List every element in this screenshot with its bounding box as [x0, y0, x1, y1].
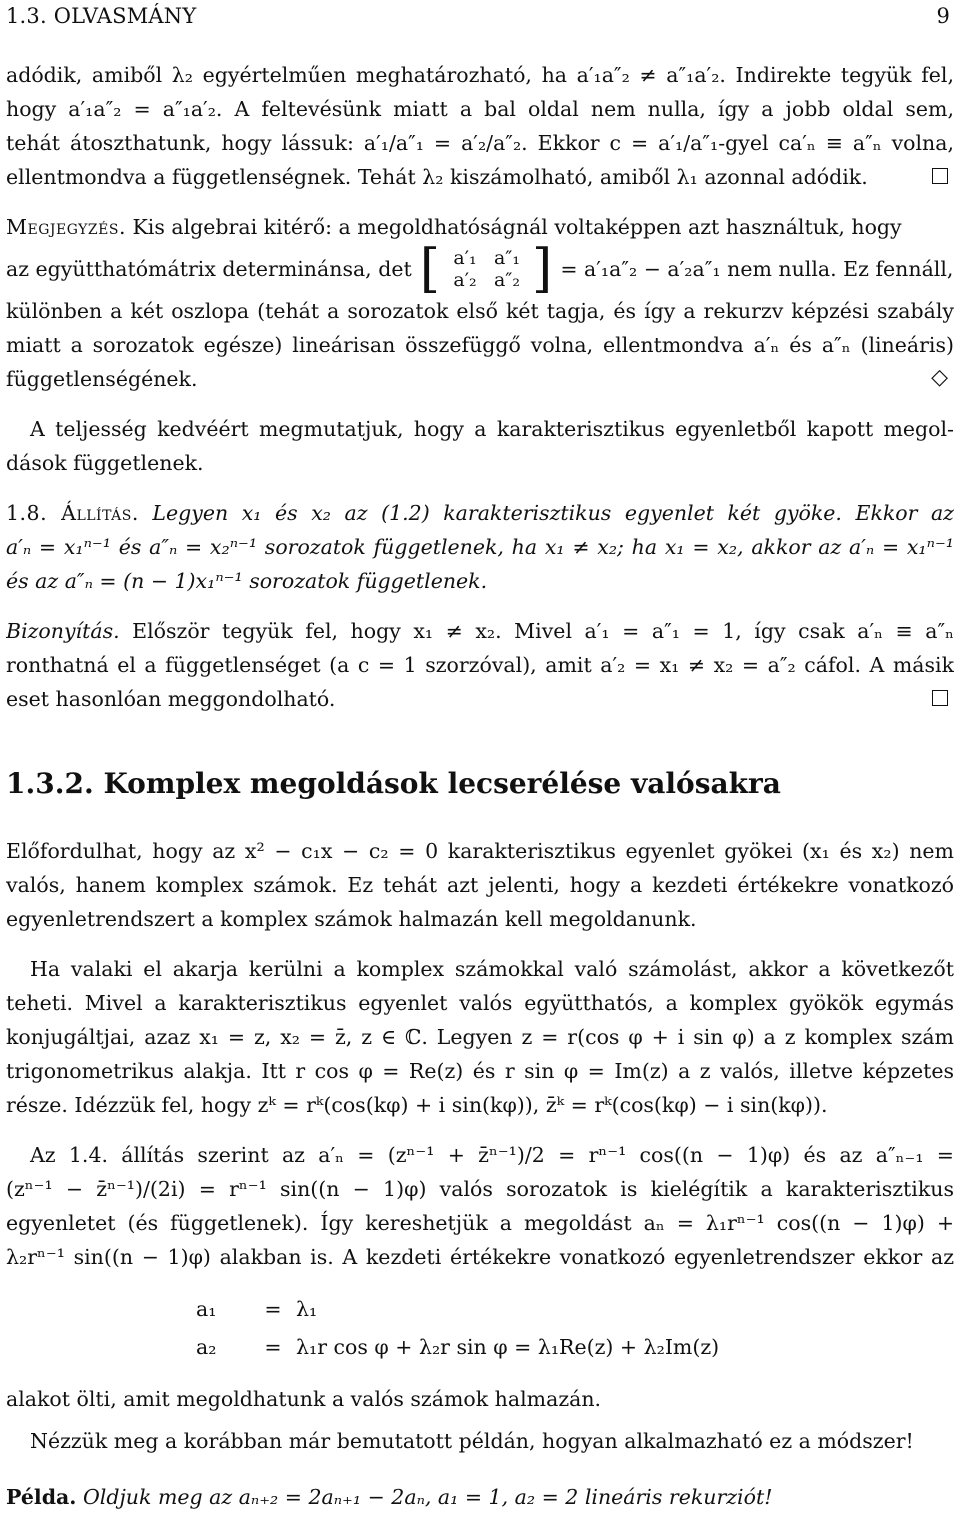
- left-bracket-icon: [: [419, 239, 441, 299]
- text-line: hogy a′₁a″₂ = a″₁a′₂. A feltevésünk miatt a bal oldal nem nulla, így a jobb oldal sem,: [6, 97, 954, 121]
- equation-row: a₁ = λ₁: [196, 1297, 318, 1321]
- text-line: része. Idézzük fel, hogy zᵏ = rᵏ(cos(kφ) + i sin(kφ)), z̄ᵏ = rᵏ(cos(kφ) − i sin(kφ)).: [6, 1093, 828, 1117]
- right-bracket-icon: ]: [532, 239, 553, 299]
- text-line: valós, hanem komplex számok. Ez tehát azt jelenti, hogy a kezdeti értékekre vonatkozó: [6, 873, 954, 897]
- text-line: Nézzük meg a korábban már bemutatott példán, hogyan alkalmazható ez a módszer!: [30, 1429, 914, 1453]
- paragraph-completeness: [6, 412, 954, 480]
- matrix-cell: a′₁: [453, 247, 477, 269]
- text-line: dások függetlenek.: [6, 451, 204, 475]
- section-title: 1.3.2. Komplex megoldások lecserélése valósakra: [6, 767, 781, 800]
- text-line: eset hasonlóan meggondolható.: [6, 682, 954, 716]
- paragraph-independence-argument: [6, 58, 954, 194]
- text-line: függetlenségének. ◇: [6, 362, 954, 396]
- paragraph-avoid-complex: [6, 952, 954, 1122]
- matrix-cell: a″₂: [493, 269, 521, 291]
- text-line: (zⁿ⁻¹ − z̄ⁿ⁻¹)/(2i) = rⁿ⁻¹ sin((n − 1)φ) valós sorozatok is kielégítik a karakterisztikus: [6, 1177, 954, 1201]
- remark-label: Megjegyzés.: [6, 215, 126, 239]
- text-line: λ₂rⁿ⁻¹ sin((n − 1)φ) alakban is. A kezdeti értékekre vonatkozó egyenletrendszer ekkor az: [6, 1245, 954, 1269]
- text-line: ellentmondva a függetlenségnek. Tehát λ₂ kiszámolható, amiből λ₁ azonnal adódik.: [6, 160, 954, 194]
- text-line: teheti. Mivel a karakterisztikus egyenlet valós együtthatós, a komplex gyökök egymás: [6, 991, 954, 1015]
- diamond-end-icon: ◇: [931, 365, 948, 390]
- page-body: [6, 58, 954, 1514]
- qed-box-icon: [932, 690, 948, 706]
- matrix-cell: a′₂: [453, 269, 477, 291]
- page-number: 9: [936, 4, 950, 28]
- text-line: konjugáltjai, azaz x₁ = z, x₂ = z̄, z ∈ ℂ. Legyen z = r(cos φ + i sin φ) a z komplex szám: [6, 1025, 954, 1049]
- claim-label: 1.8. Állítás.: [6, 501, 139, 525]
- qed-box-icon: [932, 168, 948, 184]
- text-line: alakot ölti, amit megoldhatunk a valós számok halmazán.: [6, 1387, 602, 1411]
- text-line: Megjegyzés. Kis algebrai kitérő: a megoldhatóságnál voltaképpen azt használtuk, hogy: [6, 215, 902, 239]
- text-line: egyenletrendszert a komplex számok halmazán kell megoldanunk.: [6, 907, 697, 931]
- paragraph-complex-roots: [6, 834, 954, 936]
- text-line: a′ₙ = x₁ⁿ⁻¹ és a″ₙ = x₂ⁿ⁻¹ sorozatok függetlenek, ha x₁ ≠ x₂; ha x₁ = x₂, akkor az a′ₙ = x₁ⁿ⁻¹: [6, 535, 954, 559]
- text-line: különben a két oszlopa (tehát a sorozatok első két tagja, és így a rekurzv képzési szabály: [6, 299, 954, 323]
- paragraph-claim-1-4: [6, 1138, 954, 1274]
- text-line: A teljesség kedvéért megmutatjuk, hogy a karakterisztikus egyenletből kapott megol-: [30, 417, 954, 441]
- text-line: és az a″ₙ = (n − 1)x₁ⁿ⁻¹ sorozatok függetlenek.: [6, 569, 488, 593]
- text-line: 1.8. Állítás. Legyen x₁ és x₂ az (1.2) karakterisztikus egyenlet két gyöke. Ekkor az: [6, 501, 954, 525]
- text-line: tehát átoszthatunk, hogy lássuk: a′₁/a″₁ = a′₂/a″₂. Ekkor c = a′₁/a″₁-gyel ca′ₙ ≡ a″ₙ volna,: [6, 131, 954, 155]
- text-line: adódik, amiből λ₂ egyértelműen meghatározható, ha a′₁a″₂ ≠ a″₁a′₂. Indirekte tegyük fel,: [6, 63, 954, 87]
- example-paragraph: [6, 1480, 954, 1514]
- proof-label: Bizonyítás.: [6, 619, 120, 643]
- text-line: ronthatná el a függetlenséget (a c = 1 szorzóval), amit a′₂ = x₁ ≠ x₂ = a″₂ cáfol. A másik: [6, 653, 954, 677]
- equation-row: a₂ = λ₁r cos φ + λ₂r sin φ = λ₁Re(z) + λ₂Im(z): [196, 1335, 720, 1359]
- equation-system: [196, 1290, 954, 1366]
- text-line: Az 1.4. állítás szerint az a′ₙ = (zⁿ⁻¹ + z̄ⁿ⁻¹)/2 = rⁿ⁻¹ cos((n − 1)φ) és az a″ₙ₋₁ =: [30, 1143, 954, 1167]
- matrix-line: az együtthatómátrix determinánsa, det [ a′₁ a″₁ a′₂ a″₂ ] = a′₁a″₂ − a′₂a″₁ nem nulla. Ez fennáll,: [6, 239, 954, 299]
- text-line: miatt a sorozatok egésze) lineárisan összefüggő volna, ellentmondva a′ₙ és a″ₙ (lineáris): [6, 333, 954, 357]
- paragraph-method: [6, 1424, 954, 1458]
- remark-paragraph: [6, 210, 954, 396]
- text-line: Előfordulhat, hogy az x² − c₁x − c₂ = 0 karakterisztikus egyenlet gyökei (x₁ és x₂) nem: [6, 839, 954, 863]
- claim-1-8: [6, 496, 954, 598]
- section-header: 1.3. OLVASMÁNY: [6, 4, 197, 28]
- running-header: [6, 4, 950, 34]
- paragraph-solve-real: [6, 1382, 954, 1416]
- text-line: trigonometrikus alakja. Itt r cos φ = Re(z) és r sin φ = Im(z) a z valós, illetve képzetes: [6, 1059, 954, 1083]
- text-line: Bizonyítás. Először tegyük fel, hogy x₁ ≠ x₂. Mivel a′₁ = a″₁ = 1, így csak a′ₙ ≡ a″ₙ: [6, 619, 954, 643]
- text-line: egyenletet (és függetlenek). Így kereshetjük a megoldást aₙ = λ₁rⁿ⁻¹ cos((n − 1)φ) +: [6, 1211, 954, 1235]
- coefficient-matrix: [419, 239, 553, 299]
- matrix-cell: a″₁: [493, 247, 521, 269]
- text-line: Ha valaki el akarja kerülni a komplex számokkal való számolást, akkor a következőt: [30, 957, 954, 981]
- proof-paragraph: [6, 614, 954, 716]
- example-label: Példa.: [6, 1485, 77, 1509]
- text-line: Példa. Oldjuk meg az aₙ₊₂ = 2aₙ₊₁ − 2aₙ, a₁ = 1, a₂ = 2 lineáris rekurziót!: [6, 1485, 773, 1509]
